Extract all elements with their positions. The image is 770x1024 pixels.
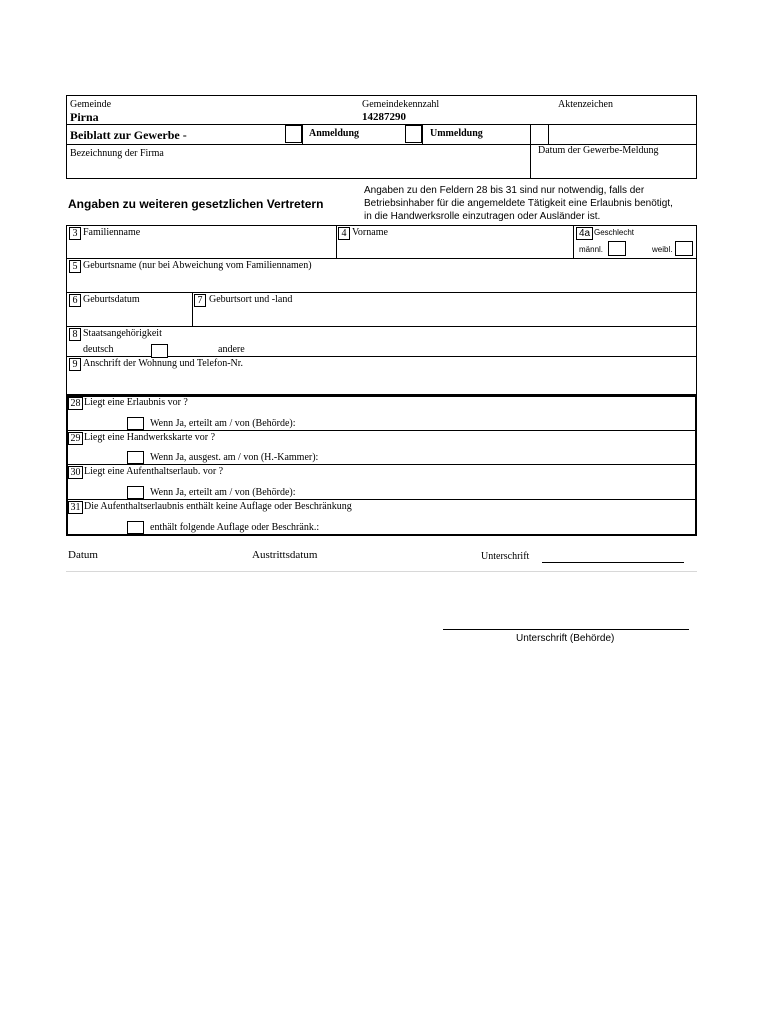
erlaubnis-sub-label: Wenn Ja, erteilt am / von (Behörde): — [150, 418, 296, 429]
unterschrift-label: Unterschrift — [481, 551, 530, 562]
deutsch-label: deutsch — [83, 344, 114, 355]
aufenthaltserlaubnis-label: Liegt eine Aufenthaltserlaub. vor ? — [84, 466, 224, 477]
beiblatt-label: Beiblatt zur Gewerbe - — [70, 128, 187, 142]
section-note-line-1: Angaben zu den Feldern 28 bis 31 sind nur notwendig, falls der — [364, 185, 645, 196]
field-number-28: 28 — [68, 397, 83, 410]
austrittsdatum-label: Austrittsdatum — [252, 549, 318, 561]
geburtsdatum-label: Geburtsdatum — [83, 294, 140, 305]
gemeindekennzahl-label: Gemeindekennzahl — [362, 99, 440, 110]
handwerkskarte-sub-label: Wenn Ja, ausgest. am / von (H.-Kammer): — [150, 452, 319, 463]
aktenzeichen-label: Aktenzeichen — [558, 99, 613, 110]
firma-label: Bezeichnung der Firma — [70, 148, 164, 159]
field-number-5: 5 — [69, 260, 81, 273]
gemeinde-value[interactable]: Pirna — [70, 110, 99, 124]
divider — [66, 499, 697, 500]
field-number-4a: 4a — [576, 227, 593, 240]
maennl-label: männl. — [579, 245, 604, 254]
divider — [336, 225, 337, 258]
weibl-label: weibl. — [652, 245, 673, 254]
anschrift-label: Anschrift der Wohnung und Telefon-Nr. — [83, 358, 244, 369]
aufenthaltserlaubnis-checkbox[interactable] — [127, 486, 144, 499]
anmeldung-checkbox[interactable] — [285, 125, 302, 143]
field-number-6: 6 — [69, 294, 81, 307]
staatsangehoerigkeit-label: Staatsangehörigkeit — [83, 328, 162, 339]
field-number-8: 8 — [69, 328, 81, 341]
vorname-label: Vorname — [352, 227, 388, 238]
section-note-line-3: in die Handwerksrolle einzutragen oder Ausländer ist. — [364, 211, 601, 222]
field-number-30: 30 — [68, 466, 83, 479]
ummeldung-checkbox[interactable] — [405, 125, 422, 143]
divider — [192, 292, 193, 326]
divider — [302, 124, 303, 144]
divider — [66, 430, 697, 431]
maennl-checkbox[interactable] — [608, 241, 626, 256]
geburtsort-label: Geburtsort und -land — [209, 294, 293, 305]
aufenthaltserlaubnis-sub-label: Wenn Ja, erteilt am / von (Behörde): — [150, 487, 296, 498]
field-number-9: 9 — [69, 358, 81, 371]
gemeindekennzahl-value[interactable]: 14287290 — [362, 111, 406, 123]
divider — [422, 124, 423, 144]
field-number-4: 4 — [338, 227, 350, 240]
deutsch-checkbox[interactable] — [151, 344, 168, 358]
divider — [548, 124, 549, 144]
erlaubnis-label: Liegt eine Erlaubnis vor ? — [84, 397, 188, 408]
divider — [573, 225, 574, 258]
section-note-line-2: Betriebsinhaber für die angemeldete Tätigkeit eine Erlaubnis benötigt, — [364, 198, 673, 209]
field-number-7: 7 — [194, 294, 206, 307]
familienname-label: Familienname — [83, 227, 141, 238]
field-number-31: 31 — [68, 501, 83, 514]
weibl-checkbox[interactable] — [675, 241, 693, 256]
footer-divider — [66, 571, 697, 572]
auflage-sub-label: enthält folgende Auflage oder Beschränk.: — [150, 522, 320, 533]
geschlecht-label: Geschlecht — [594, 228, 635, 237]
divider — [66, 326, 697, 327]
behoerde-signature-line[interactable] — [443, 629, 689, 630]
gemeinde-label: Gemeinde — [70, 99, 112, 110]
field-number-3: 3 — [69, 227, 81, 240]
erlaubnis-checkbox[interactable] — [127, 417, 144, 430]
auflage-label: Die Aufenthaltserlaubnis enthält keine Auflage oder Beschränkung — [84, 501, 352, 512]
geburtsname-label: Geburtsname (nur bei Abweichung vom Familiennamen) — [83, 260, 312, 271]
divider — [66, 124, 697, 125]
handwerkskarte-checkbox[interactable] — [127, 451, 144, 464]
divider — [530, 124, 531, 179]
divider — [66, 464, 697, 465]
divider — [66, 292, 697, 293]
datum-label: Datum — [68, 549, 98, 561]
ummeldung-label: Ummeldung — [430, 128, 483, 139]
section-title: Angaben zu weiteren gesetzlichen Vertretern — [68, 197, 324, 211]
anmeldung-label: Anmeldung — [309, 128, 360, 139]
auflage-checkbox[interactable] — [127, 521, 144, 534]
datum-meldung-label: Datum der Gewerbe-Meldung — [538, 145, 659, 156]
signature-line[interactable] — [542, 562, 684, 563]
unterschrift-behoerde-label: Unterschrift (Behörde) — [516, 633, 615, 644]
andere-label: andere — [218, 344, 245, 355]
field-number-29: 29 — [68, 432, 83, 445]
handwerkskarte-label: Liegt eine Handwerkskarte vor ? — [84, 432, 216, 443]
divider — [66, 258, 697, 259]
